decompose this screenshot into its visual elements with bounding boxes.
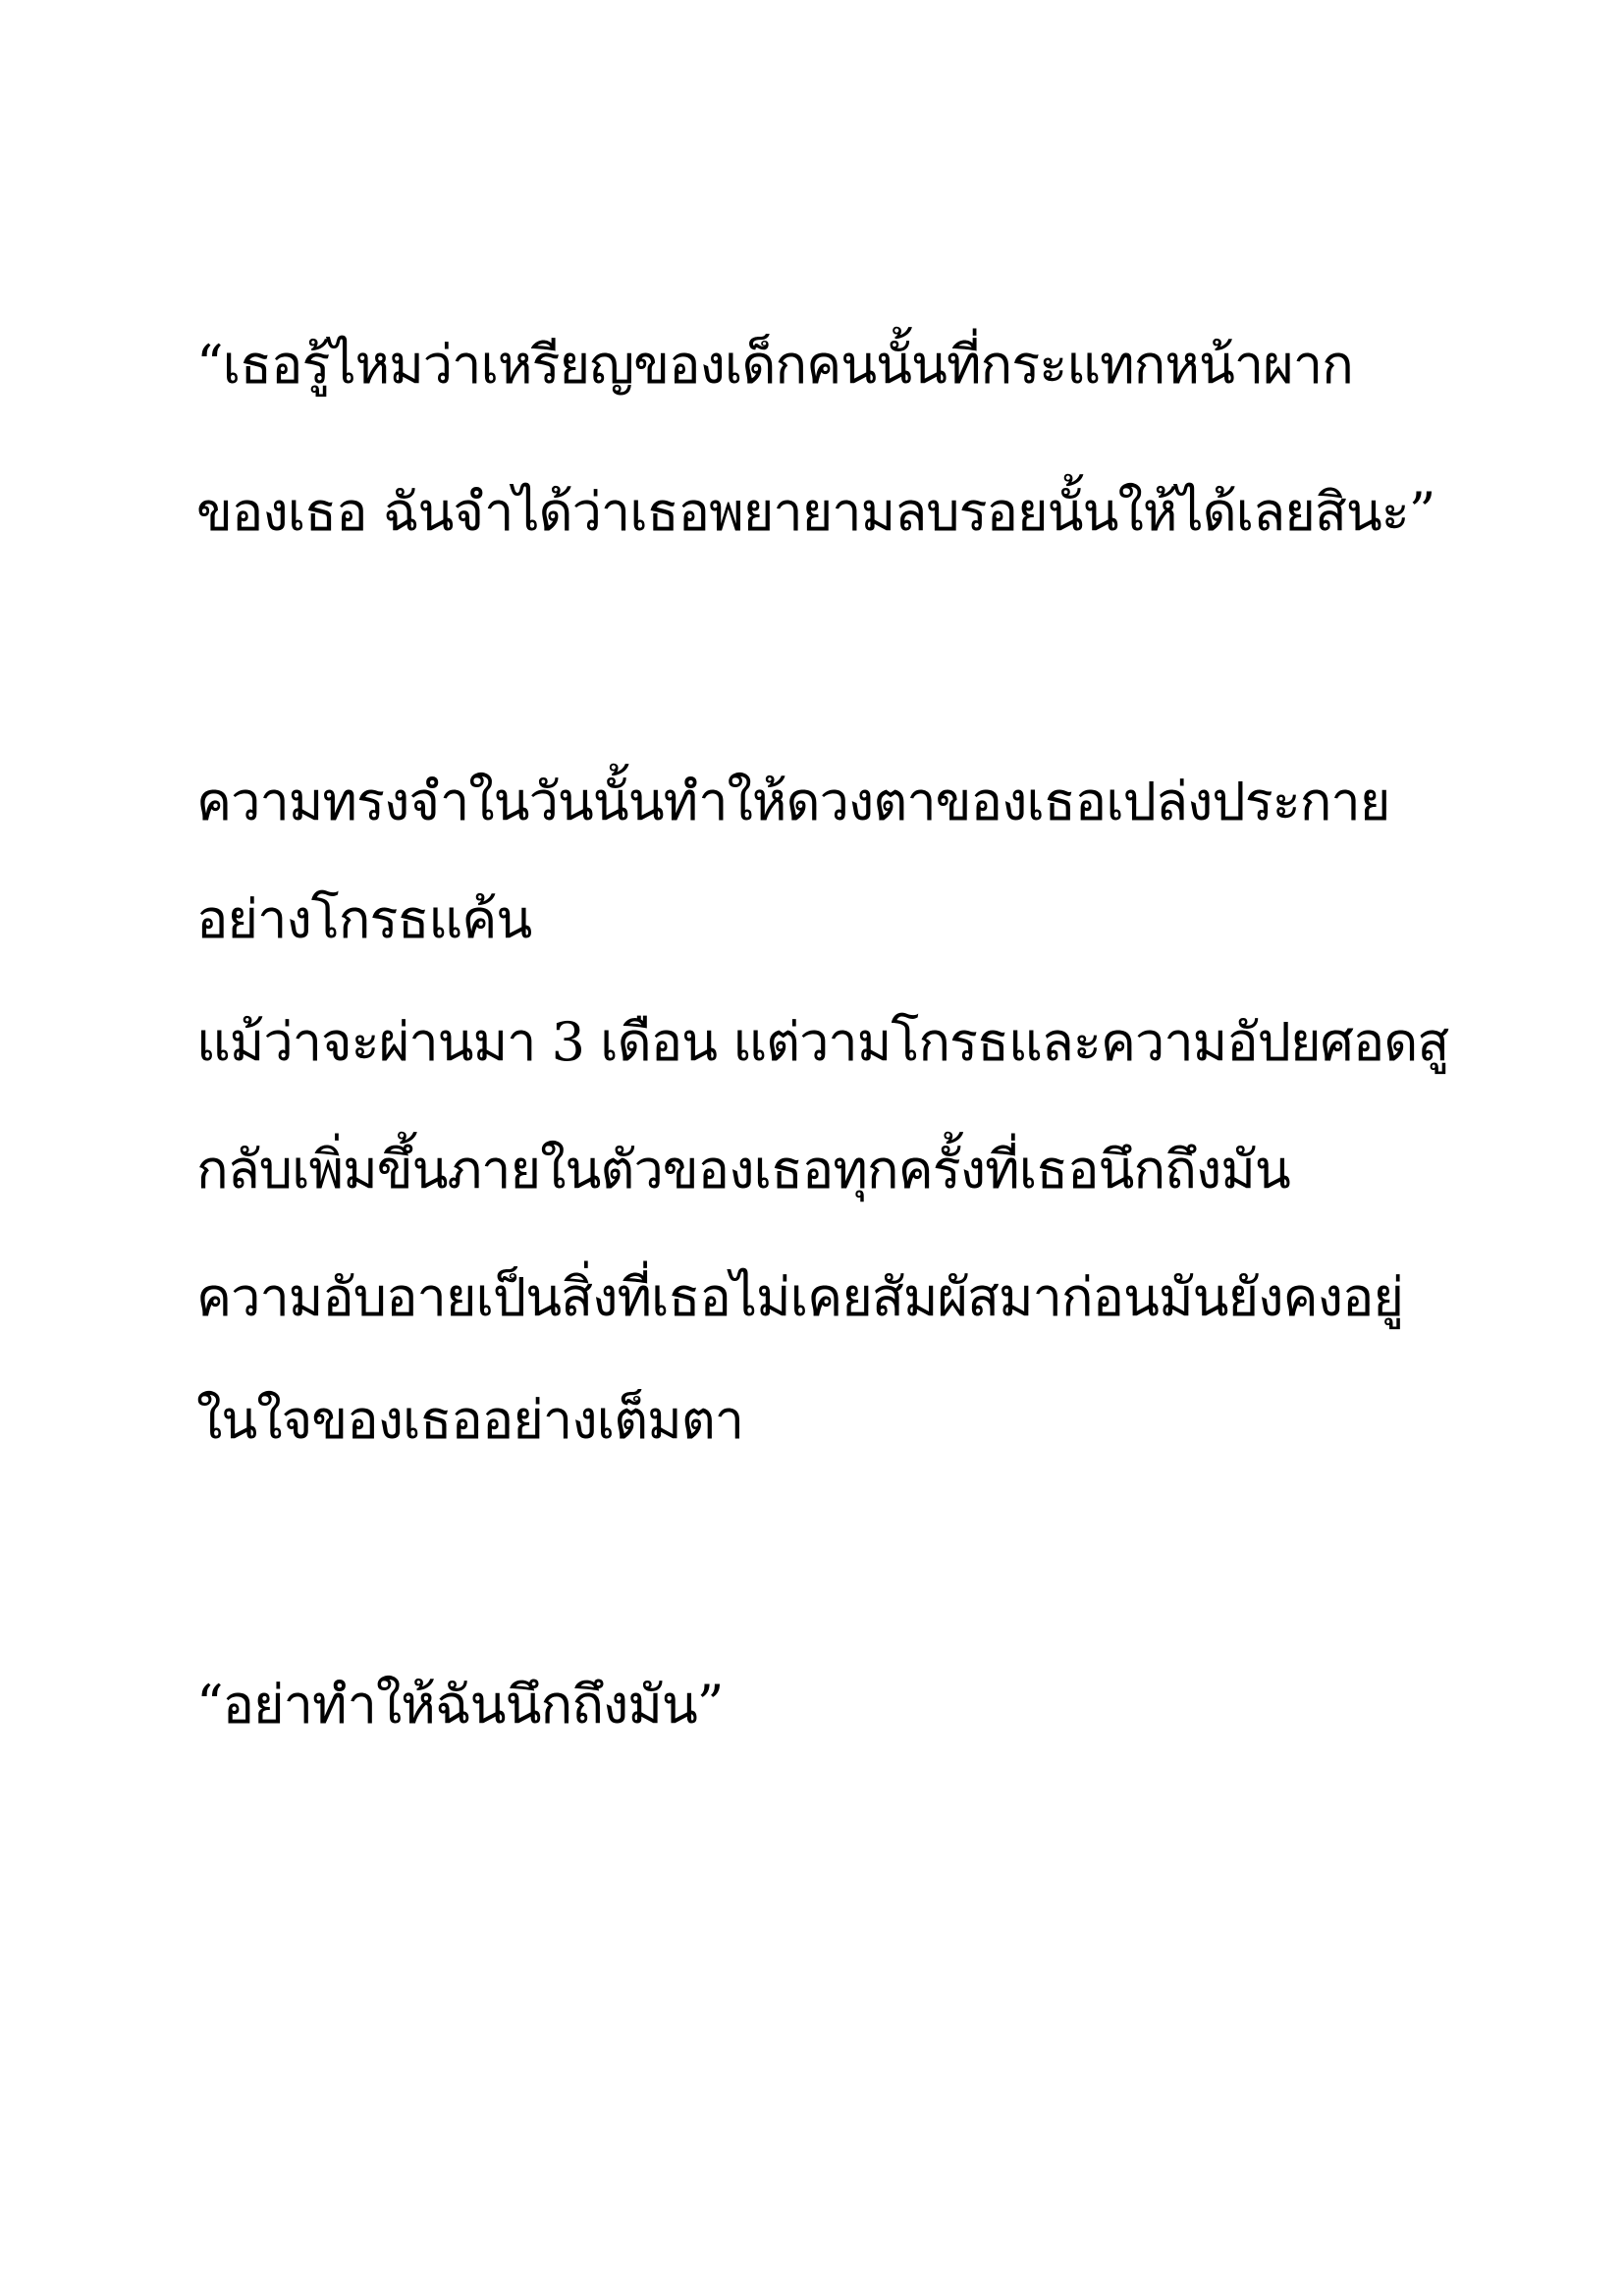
paragraph-3-line-2: กลับเพิ่มขึ้นภายในตัวของเธอทุกครั้งที่เธอนึกถึงมัน (196, 1139, 1290, 1201)
paragraph-3-line-1: แม้ว่าจะผ่านมา 3 เดือน แต่วามโกรธและความอัปยศอดสู (196, 1011, 1449, 1073)
paragraph-2-line-1: ความทรงจำในวันนั้นทำให้ดวงตาของเธอเปล่งประกาย (196, 771, 1390, 832)
paragraph-3-line-3: ความอับอายเป็นสิ่งที่เธอไม่เคยสัมผัสมาก่อนมันยังคงอยู่ (196, 1266, 1404, 1328)
paragraph-4-line-1: “อย่าทำให้ฉันนึกถึงมัน” (196, 1674, 724, 1735)
paragraph-2-line-2: อย่างโกรธแค้น (196, 888, 532, 950)
paragraph-1-line-2: ของเธอ ฉันจำได้ว่าเธอพยายามลบรอยนั้นให้ได้เลยสินะ” (196, 481, 1435, 543)
paragraph-3-line-4: ในใจของเธออย่างเต็มตา (196, 1389, 744, 1451)
paragraph-1-line-1: “เธอรู้ไหมว่าเหรียญของเด็กคนนั้นที่กระแทกหน้าผาก (196, 334, 1353, 396)
